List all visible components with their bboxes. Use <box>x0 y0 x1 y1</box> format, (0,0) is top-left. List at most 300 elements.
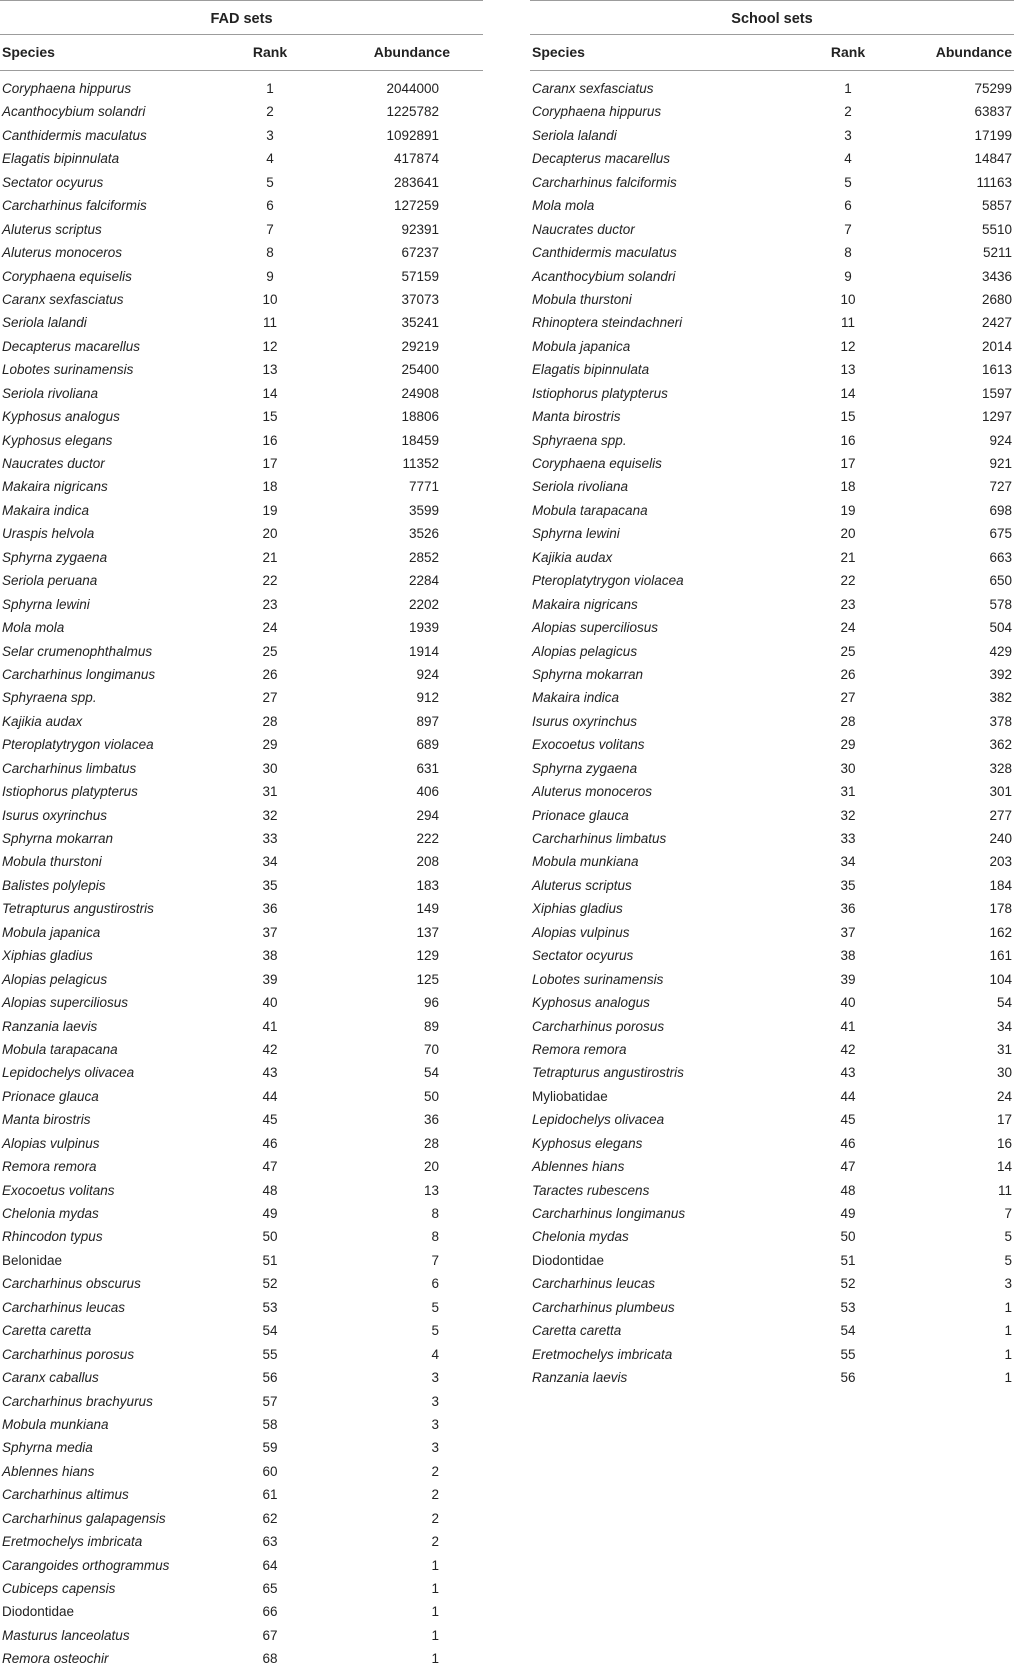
abundance-cell: 11 <box>997 1182 1012 1198</box>
species-cell: Ablennes hians <box>532 1159 625 1175</box>
abundance-cell: 3599 <box>408 502 439 518</box>
abundance-cell: 30 <box>996 1065 1012 1081</box>
rank-cell: 52 <box>840 1276 856 1292</box>
species-cell: Belonidae <box>2 1252 63 1268</box>
table-row <box>0 1483 483 1506</box>
rank-cell: 6 <box>844 198 852 214</box>
species-cell: Coryphaena equiselis <box>532 456 662 471</box>
table-row <box>0 944 483 967</box>
species-cell: Sphyraena spp. <box>532 432 627 448</box>
rank-cell: 56 <box>840 1370 856 1386</box>
species-cell: Sphyrna lewini <box>2 596 90 612</box>
abundance-cell: 301 <box>989 784 1012 800</box>
rank-cell: 44 <box>840 1088 856 1104</box>
species-cell: Carcharhinus porosus <box>2 1346 135 1362</box>
rank-cell: 29 <box>262 737 278 753</box>
rank-cell: 14 <box>840 385 856 401</box>
species-cell: Kyphosus analogus <box>2 409 120 425</box>
rank-cell: 64 <box>262 1557 278 1573</box>
species-cell: Seriola rivoliana <box>2 385 99 401</box>
table-row <box>530 1132 1014 1155</box>
rank-cell: 51 <box>262 1252 278 1268</box>
species-cell: Isurus oxyrinchus <box>532 713 638 729</box>
rank-cell: 62 <box>262 1510 278 1526</box>
school-header-rank: Rank <box>830 44 866 60</box>
abundance-cell: 24 <box>996 1088 1012 1104</box>
rank-cell: 23 <box>840 596 856 612</box>
abundance-cell: 1 <box>431 1651 439 1667</box>
abundance-cell: 96 <box>423 995 439 1011</box>
table-row <box>0 1577 483 1600</box>
rank-cell: 19 <box>262 502 278 518</box>
species-cell: Lobotes surinamensis <box>532 971 664 987</box>
species-cell: Sphyrna zygaena <box>2 549 108 565</box>
abundance-cell: 54 <box>996 995 1012 1011</box>
abundance-cell: 631 <box>416 760 439 776</box>
species-cell: Chelonia mydas <box>532 1229 629 1245</box>
species-cell: Kajikia audax <box>2 713 83 729</box>
table-row <box>530 288 1014 311</box>
table-row <box>530 1366 1014 1389</box>
table-row <box>0 171 483 194</box>
rank-cell: 34 <box>262 854 278 870</box>
species-cell: Exocoetus volitans <box>532 737 645 753</box>
fad-header-rank: Rank <box>252 44 288 60</box>
species-cell: Ranzania laevis <box>2 1018 98 1034</box>
species-cell: Chelonia mydas <box>2 1206 99 1221</box>
abundance-cell: 1914 <box>408 643 439 659</box>
table-row <box>0 1132 483 1155</box>
rank-cell: 9 <box>844 268 852 284</box>
abundance-cell: 1 <box>431 1557 439 1573</box>
table-row <box>0 874 483 897</box>
abundance-cell: 8 <box>431 1206 439 1221</box>
species-cell: Pteroplatytrygon violacea <box>2 737 154 753</box>
abundance-cell: 912 <box>416 690 439 706</box>
rank-cell: 12 <box>262 338 278 354</box>
abundance-cell: 1939 <box>408 620 439 636</box>
table-row <box>0 475 483 498</box>
table-row <box>0 311 483 334</box>
rank-cell: 17 <box>262 456 278 471</box>
abundance-cell: 1613 <box>981 362 1012 378</box>
abundance-cell: 3526 <box>408 526 439 542</box>
table-row <box>0 991 483 1014</box>
table-row <box>530 733 1014 756</box>
species-cell: Mobula japanica <box>532 338 631 354</box>
school-sets-title: School sets <box>530 0 1014 35</box>
table-row <box>0 1436 483 1459</box>
species-cell: Masturus lanceolatus <box>2 1627 130 1643</box>
abundance-cell: 162 <box>989 924 1012 940</box>
abundance-cell: 3 <box>431 1416 439 1432</box>
rank-cell: 52 <box>262 1276 278 1292</box>
abundance-cell: 924 <box>989 432 1012 448</box>
rank-cell: 19 <box>840 502 856 518</box>
table-row <box>0 1390 483 1413</box>
species-cell: Remora remora <box>2 1159 97 1175</box>
table-row <box>0 429 483 452</box>
table-row <box>530 358 1014 381</box>
species-cell: Exocoetus volitans <box>2 1182 115 1198</box>
species-cell: Seriola rivoliana <box>532 479 629 495</box>
rank-cell: 11 <box>840 315 855 331</box>
rank-cell: 50 <box>262 1229 278 1245</box>
table-row <box>0 897 483 920</box>
table-row <box>530 241 1014 264</box>
table-row <box>530 1085 1014 1108</box>
abundance-cell: 382 <box>989 690 1012 706</box>
species-cell: Caretta caretta <box>532 1323 622 1339</box>
abundance-cell: 18459 <box>401 432 439 448</box>
table-row <box>0 827 483 850</box>
rank-cell: 38 <box>840 948 856 964</box>
abundance-cell: 2852 <box>408 549 439 565</box>
table-row <box>530 616 1014 639</box>
fad-sets-title: FAD sets <box>0 0 483 35</box>
abundance-cell: 1297 <box>981 409 1012 425</box>
table-row <box>530 335 1014 358</box>
table-row <box>0 265 483 288</box>
table-row <box>0 147 483 170</box>
rank-cell: 33 <box>262 831 278 846</box>
abundance-cell: 11163 <box>976 174 1012 190</box>
abundance-cell: 921 <box>989 456 1012 471</box>
table-row <box>0 1600 483 1623</box>
abundance-cell: 3436 <box>981 268 1012 284</box>
species-cell: Sphyrna media <box>2 1440 93 1456</box>
species-cell: Pteroplatytrygon violacea <box>532 573 684 589</box>
table-row <box>530 1272 1014 1295</box>
species-cell: Seriola lalandi <box>2 315 87 331</box>
rank-cell: 1 <box>266 81 274 96</box>
rank-cell: 15 <box>262 409 278 425</box>
table-row <box>530 1108 1014 1131</box>
species-cell: Aluterus monoceros <box>2 245 123 261</box>
rank-cell: 43 <box>840 1065 856 1081</box>
rank-cell: 40 <box>840 995 856 1011</box>
rank-cell: 41 <box>262 1018 278 1034</box>
table-row <box>0 757 483 780</box>
abundance-cell: 104 <box>989 971 1012 987</box>
abundance-cell: 57159 <box>401 268 439 284</box>
table-row <box>530 218 1014 241</box>
species-cell: Kyphosus elegans <box>2 432 113 448</box>
rank-cell: 20 <box>840 526 856 542</box>
species-cell: Sphyraena spp. <box>2 690 97 706</box>
rank-cell: 13 <box>262 362 278 378</box>
species-cell: Mobula munkiana <box>532 854 639 870</box>
rank-cell: 48 <box>840 1182 856 1198</box>
species-cell: Kyphosus analogus <box>532 995 650 1011</box>
rank-cell: 10 <box>262 291 278 307</box>
abundance-cell: 1092891 <box>386 127 439 143</box>
table-row <box>0 1624 483 1647</box>
rank-cell: 20 <box>262 526 278 542</box>
rank-cell: 54 <box>840 1323 856 1339</box>
species-cell: Eretmochelys imbricata <box>532 1346 673 1362</box>
table-row <box>0 1179 483 1202</box>
table-row <box>0 522 483 545</box>
abundance-cell: 17 <box>996 1112 1012 1128</box>
table-row <box>530 1038 1014 1061</box>
species-cell: Carcharhinus longimanus <box>532 1206 686 1221</box>
rank-cell: 24 <box>840 620 856 636</box>
abundance-cell: 137 <box>416 924 439 940</box>
school-rows <box>530 71 1014 1390</box>
rank-cell: 16 <box>262 432 278 448</box>
table-row <box>530 804 1014 827</box>
abundance-cell: 2 <box>431 1534 439 1550</box>
abundance-cell: 5857 <box>981 198 1012 214</box>
table-row <box>0 358 483 381</box>
species-cell: Caranx sexfasciatus <box>2 291 124 307</box>
species-cell: Alopias superciliosus <box>2 995 129 1011</box>
abundance-cell: 406 <box>416 784 439 800</box>
species-cell: Makaira nigricans <box>2 479 108 495</box>
abundance-cell: 183 <box>416 877 439 893</box>
table-row <box>530 874 1014 897</box>
table-row <box>0 921 483 944</box>
rank-cell: 8 <box>266 245 274 261</box>
rank-cell: 27 <box>840 690 856 706</box>
abundance-cell: 129 <box>416 948 439 964</box>
rank-cell: 46 <box>840 1135 856 1151</box>
rank-cell: 28 <box>262 713 278 729</box>
rank-cell: 57 <box>262 1393 278 1409</box>
table-row <box>0 616 483 639</box>
species-cell: Diodontidae <box>2 1604 75 1620</box>
abundance-cell: 6 <box>431 1276 439 1292</box>
abundance-cell: 578 <box>989 596 1012 612</box>
abundance-cell: 89 <box>423 1018 439 1034</box>
species-cell: Caranx sexfasciatus <box>532 81 654 96</box>
abundance-cell: 417874 <box>393 151 439 167</box>
table-row <box>0 1554 483 1577</box>
rank-cell: 68 <box>262 1651 278 1667</box>
rank-cell: 5 <box>266 174 274 190</box>
species-cell: Mobula thurstoni <box>2 854 102 870</box>
species-cell: Carcharhinus falciformis <box>2 198 147 214</box>
table-row <box>530 475 1014 498</box>
abundance-cell: 897 <box>416 713 439 729</box>
abundance-cell: 7 <box>1004 1206 1012 1221</box>
rank-cell: 7 <box>266 221 274 237</box>
table-row <box>0 1108 483 1131</box>
table-row <box>530 850 1014 873</box>
abundance-cell: 208 <box>416 854 439 870</box>
species-cell: Carcharhinus longimanus <box>2 666 156 682</box>
table-row <box>530 1225 1014 1248</box>
species-cell: Istiophorus platypterus <box>532 385 668 401</box>
abundance-cell: 37073 <box>401 291 439 307</box>
rank-cell: 9 <box>266 268 274 284</box>
table-row <box>0 686 483 709</box>
species-cell: Coryphaena hippurus <box>2 81 132 96</box>
table-row <box>530 663 1014 686</box>
abundance-cell: 2680 <box>981 291 1012 307</box>
table-row <box>0 569 483 592</box>
abundance-cell: 698 <box>989 502 1012 518</box>
rank-cell: 44 <box>262 1088 278 1104</box>
abundance-cell: 924 <box>416 666 439 682</box>
rank-cell: 10 <box>840 291 856 307</box>
species-cell: Ranzania laevis <box>532 1370 628 1386</box>
table-row <box>0 1366 483 1389</box>
species-cell: Carcharhinus limbatus <box>2 760 137 776</box>
abundance-cell: 17199 <box>974 127 1012 143</box>
abundance-cell: 1597 <box>981 385 1012 401</box>
abundance-cell: 75299 <box>974 81 1012 96</box>
species-cell: Carcharhinus falciformis <box>532 174 677 190</box>
abundance-cell: 184 <box>989 877 1012 893</box>
table-row <box>530 194 1014 217</box>
species-cell: Aluterus scriptus <box>532 877 632 893</box>
abundance-cell: 125 <box>416 971 439 987</box>
abundance-cell: 240 <box>989 831 1012 846</box>
table-row <box>530 1319 1014 1342</box>
rank-cell: 53 <box>262 1299 278 1315</box>
abundance-cell: 2014 <box>981 338 1012 354</box>
species-cell: Selar crumenophthalmus <box>2 643 153 659</box>
species-cell: Mobula thurstoni <box>532 291 632 307</box>
rank-cell: 2 <box>844 104 852 120</box>
rank-cell: 5 <box>844 174 852 190</box>
abundance-cell: 1 <box>1004 1299 1012 1315</box>
rank-cell: 35 <box>262 877 278 893</box>
species-cell: Aluterus monoceros <box>532 784 653 800</box>
abundance-cell: 5510 <box>981 221 1012 237</box>
species-cell: Taractes rubescens <box>532 1182 650 1198</box>
table-row <box>0 1155 483 1178</box>
rank-cell: 43 <box>262 1065 278 1081</box>
rank-cell: 45 <box>262 1112 278 1128</box>
rank-cell: 1 <box>844 81 852 96</box>
table-row <box>0 100 483 123</box>
rank-cell: 47 <box>262 1159 278 1175</box>
species-cell: Carcharhinus leucas <box>2 1299 126 1315</box>
species-cell: Carcharhinus porosus <box>532 1018 665 1034</box>
species-cell: Xiphias gladius <box>2 948 93 964</box>
abundance-cell: 127259 <box>393 198 439 214</box>
species-cell: Carcharhinus altimus <box>2 1487 129 1503</box>
species-cell: Alopias pelagicus <box>532 643 638 659</box>
rank-cell: 49 <box>840 1206 856 1221</box>
school-header-abundance: Abundance <box>935 44 1012 60</box>
species-cell: Lepidochelys olivacea <box>532 1112 665 1128</box>
table-row <box>530 1179 1014 1202</box>
table-row <box>530 780 1014 803</box>
rank-cell: 40 <box>262 995 278 1011</box>
species-cell: Carcharhinus obscurus <box>2 1276 141 1292</box>
school-column-headers <box>530 35 1014 71</box>
abundance-cell: 429 <box>989 643 1012 659</box>
species-cell: Coryphaena hippurus <box>532 104 662 120</box>
abundance-cell: 294 <box>416 807 439 823</box>
rank-cell: 16 <box>840 432 856 448</box>
abundance-cell: 24908 <box>401 385 439 401</box>
species-cell: Balistes polylepis <box>2 877 106 893</box>
rank-cell: 55 <box>262 1346 278 1362</box>
table-row <box>530 100 1014 123</box>
abundance-cell: 14 <box>996 1159 1012 1175</box>
rank-cell: 7 <box>844 221 852 237</box>
rank-cell: 51 <box>840 1252 856 1268</box>
abundance-cell: 178 <box>989 901 1012 917</box>
species-cell: Alopias superciliosus <box>532 620 659 636</box>
table-row <box>530 757 1014 780</box>
abundance-cell: 35241 <box>401 315 439 331</box>
abundance-cell: 5 <box>1004 1229 1012 1245</box>
table-row <box>530 710 1014 733</box>
rank-cell: 37 <box>262 924 278 940</box>
species-cell: Mobula tarapacana <box>2 1041 118 1057</box>
table-row <box>530 522 1014 545</box>
species-cell: Myliobatidae <box>532 1088 608 1104</box>
abundance-cell: 328 <box>989 760 1012 776</box>
fad-sets-table <box>0 0 483 1668</box>
abundance-cell: 1 <box>1004 1346 1012 1362</box>
abundance-cell: 54 <box>423 1065 439 1081</box>
species-cell: Diodontidae <box>532 1252 605 1268</box>
abundance-cell: 727 <box>989 479 1012 495</box>
rank-cell: 4 <box>266 151 274 167</box>
table-row <box>0 1272 483 1295</box>
table-row <box>0 1507 483 1530</box>
rank-cell: 13 <box>840 362 856 378</box>
abundance-cell: 161 <box>989 948 1012 964</box>
species-cell: Decapterus macarellus <box>2 338 141 354</box>
species-cell: Caretta caretta <box>2 1323 92 1339</box>
table-row <box>0 968 483 991</box>
table-row <box>530 827 1014 850</box>
species-cell: Lobotes surinamensis <box>2 362 134 378</box>
species-cell: Xiphias gladius <box>532 901 623 917</box>
abundance-cell: 5211 <box>982 245 1012 261</box>
species-cell: Prionace glauca <box>532 807 629 823</box>
rank-cell: 35 <box>840 877 856 893</box>
table-row <box>530 686 1014 709</box>
rank-cell: 22 <box>262 573 278 589</box>
rank-cell: 36 <box>262 901 278 917</box>
species-cell: Eretmochelys imbricata <box>2 1534 143 1550</box>
abundance-cell: 392 <box>989 666 1012 682</box>
abundance-cell: 67237 <box>401 245 439 261</box>
rank-cell: 46 <box>262 1135 278 1151</box>
table-row <box>530 921 1014 944</box>
table-row <box>0 1296 483 1319</box>
table-row <box>0 780 483 803</box>
rank-cell: 37 <box>840 924 856 940</box>
species-cell: Carcharhinus plumbeus <box>532 1299 675 1315</box>
table-row <box>0 1038 483 1061</box>
species-cell: Istiophorus platypterus <box>2 784 138 800</box>
species-cell: Sphyrna lewini <box>532 526 620 542</box>
species-cell: Kyphosus elegans <box>532 1135 643 1151</box>
rank-cell: 26 <box>840 666 856 682</box>
rank-cell: 18 <box>840 479 856 495</box>
species-cell: Carcharhinus limbatus <box>532 831 667 846</box>
rank-cell: 54 <box>262 1323 278 1339</box>
species-cell: Manta birostris <box>532 409 621 425</box>
table-row <box>0 804 483 827</box>
rank-cell: 47 <box>840 1159 856 1175</box>
table-row <box>0 405 483 428</box>
abundance-cell: 36 <box>423 1112 439 1128</box>
rank-cell: 30 <box>840 760 856 776</box>
species-cell: Aluterus scriptus <box>2 221 102 237</box>
rank-cell: 49 <box>262 1206 278 1221</box>
